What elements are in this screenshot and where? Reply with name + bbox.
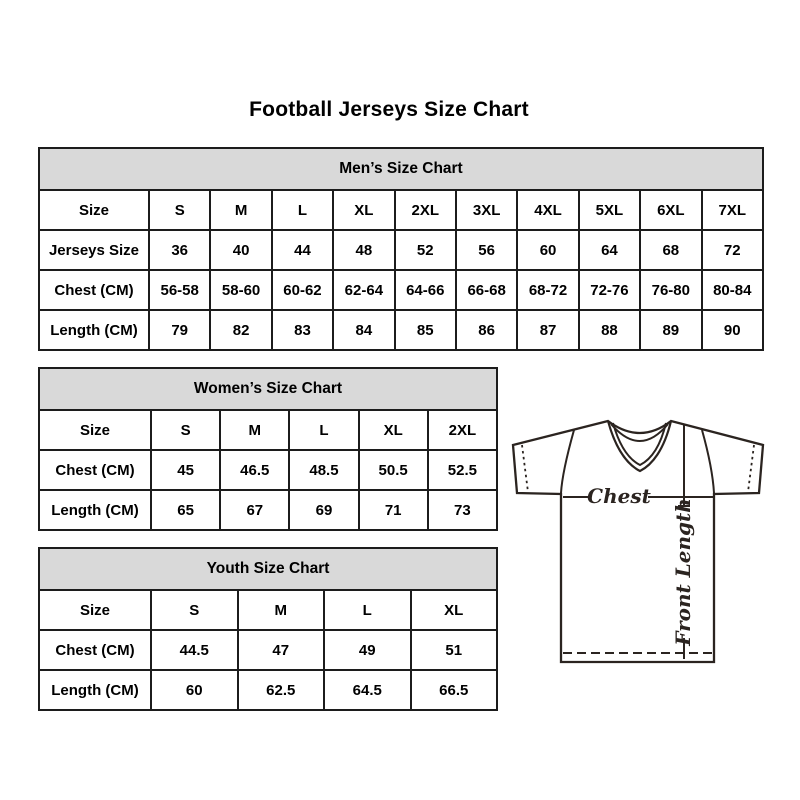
value-cell: 2XL [428,410,497,450]
value-cell: 72 [702,230,763,270]
value-cell: 49 [324,630,411,670]
value-cell: L [324,590,411,630]
value-cell: 85 [395,310,456,350]
value-cell: 44.5 [151,630,238,670]
row-header-cell: Length (CM) [39,490,151,530]
row-header-cell: Size [39,590,151,630]
row-header-cell: Length (CM) [39,670,151,710]
value-cell: 3XL [456,190,517,230]
value-cell: 5XL [579,190,640,230]
value-cell: XL [333,190,394,230]
value-cell: 73 [428,490,497,530]
value-cell: S [149,190,210,230]
value-cell: 36 [149,230,210,270]
value-cell: 90 [702,310,763,350]
row-header-cell: Chest (CM) [39,630,151,670]
table-row [39,190,763,230]
page-title: Football Jerseys Size Chart [249,98,529,121]
value-cell: XL [411,590,498,630]
value-cell: 88 [579,310,640,350]
value-cell: 79 [149,310,210,350]
value-cell: 60 [517,230,578,270]
value-cell: L [272,190,333,230]
value-cell: 86 [456,310,517,350]
value-cell: 69 [289,490,358,530]
value-cell: 66-68 [456,270,517,310]
table-row [39,490,497,530]
table-row [39,270,763,310]
value-cell: 80-84 [702,270,763,310]
table-row [39,590,497,630]
value-cell: XL [359,410,428,450]
value-cell: 62-64 [333,270,394,310]
row-header-cell: Size [39,410,151,450]
table-row [39,410,497,450]
value-cell: 7XL [702,190,763,230]
value-cell: 6XL [640,190,701,230]
jersey-outline [513,421,763,662]
value-cell: 40 [210,230,271,270]
table-title: Women’s Size Chart [39,368,497,410]
value-cell: 62.5 [238,670,325,710]
value-cell: 51 [411,630,498,670]
table-row [39,230,763,270]
value-cell: 64-66 [395,270,456,310]
row-header-cell: Size [39,190,149,230]
value-cell: 52.5 [428,450,497,490]
value-cell: 46.5 [220,450,289,490]
value-cell: M [238,590,325,630]
value-cell: 67 [220,490,289,530]
value-cell: 47 [238,630,325,670]
value-cell: 76-80 [640,270,701,310]
chest-label: Chest [587,484,651,508]
value-cell: 89 [640,310,701,350]
value-cell: 84 [333,310,394,350]
table-row [39,670,497,710]
value-cell: 83 [272,310,333,350]
row-header-cell: Chest (CM) [39,270,149,310]
value-cell: 71 [359,490,428,530]
value-cell: 52 [395,230,456,270]
value-cell: 2XL [395,190,456,230]
value-cell: 72-76 [579,270,640,310]
value-cell: M [220,410,289,450]
value-cell: 48 [333,230,394,270]
value-cell: S [151,590,238,630]
value-cell: 64 [579,230,640,270]
value-cell: S [151,410,220,450]
value-cell: 4XL [517,190,578,230]
jersey-measurement-diagram [490,400,780,690]
row-header-cell: Length (CM) [39,310,149,350]
value-cell: 82 [210,310,271,350]
value-cell: 56 [456,230,517,270]
value-cell: 68-72 [517,270,578,310]
value-cell: 60-62 [272,270,333,310]
table-title: Youth Size Chart [39,548,497,590]
value-cell: M [210,190,271,230]
value-cell: 44 [272,230,333,270]
table-row [39,310,763,350]
value-cell: 60 [151,670,238,710]
value-cell: 68 [640,230,701,270]
value-cell: 66.5 [411,670,498,710]
row-header-cell: Chest (CM) [39,450,151,490]
value-cell: 58-60 [210,270,271,310]
value-cell: 48.5 [289,450,358,490]
mens-size-table [38,147,764,351]
table-row [39,630,497,670]
value-cell: 56-58 [149,270,210,310]
front-length-label: Front Length [671,498,695,646]
womens-size-table [38,367,498,531]
value-cell: L [289,410,358,450]
value-cell: 50.5 [359,450,428,490]
value-cell: 64.5 [324,670,411,710]
row-header-cell: Jerseys Size [39,230,149,270]
value-cell: 65 [151,490,220,530]
table-row [39,450,497,490]
value-cell: 45 [151,450,220,490]
youth-size-table [38,547,498,711]
value-cell: 87 [517,310,578,350]
table-title: Men’s Size Chart [39,148,763,190]
